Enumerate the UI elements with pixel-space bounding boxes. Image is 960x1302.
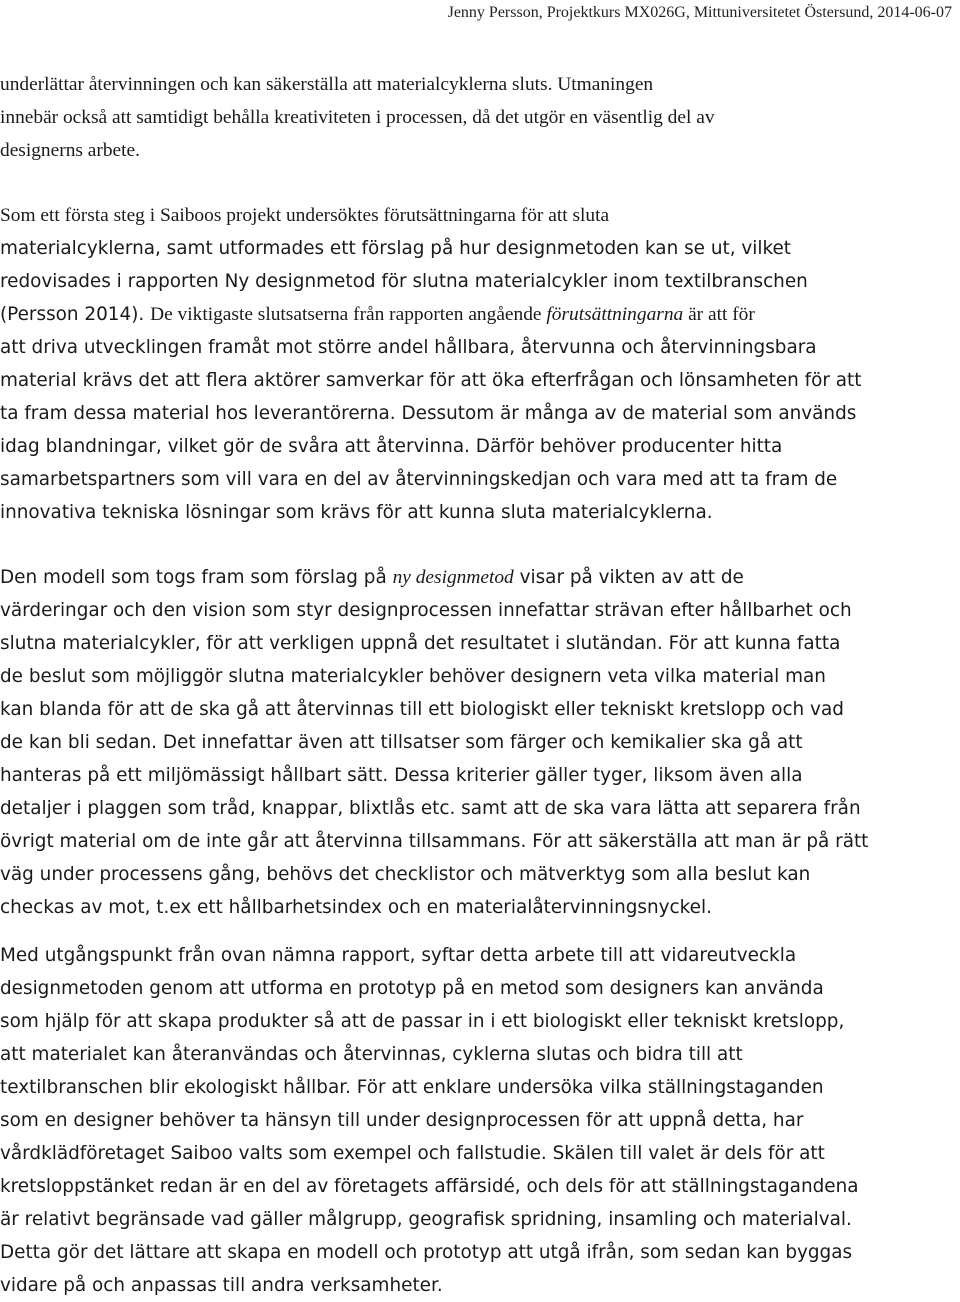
text-line: textilbranschen blir ekologiskt hållbar. För att enklare undersöka vilka ställningstaganden [0,1077,824,1098]
text-line: materialcyklerna, samt utformades ett förslag på hur designmetoden kan se ut, vilket [0,238,792,259]
text-line: underlättar återvinningen och kan säkerställa att materialcyklerna sluts. Utmaningen [0,74,654,95]
text-line: att materialet kan återanvändas och återvinnas, cyklerna slutas och bidra till att [0,1044,743,1065]
text-line: vidare på och anpassas till andra verksamheter. [0,1275,443,1296]
text-line: som hjälp för att skapa produkter så att de passar in i ett biologiskt eller tekniskt kretslopp, [0,1011,845,1032]
text-line: detaljer i plaggen som tråd, knappar, blixtlås etc. samt att de ska vara lätta att separera från [0,798,861,819]
text-line: Som ett första steg i Saiboos projekt undersöktes förutsättningarna för att sluta [0,205,610,226]
text-line: är relativt begränsade vad gäller målgrupp, geografisk spridning, insamling och materialval. [0,1209,852,1230]
text-line: designmetoden genom att utforma en prototyp på en metod som designers kan använda [0,978,824,999]
text-line: innebär också att samtidigt behålla kreativiteten i processen, då det utgör en väsentlig del av [0,107,715,128]
paragraph-1 [0,68,960,167]
emphasis-text: ny designmetod [392,567,514,588]
text-line: de kan bli sedan. Det innefattar även att tillsatser som färger och kemikalier ska gå att [0,732,803,753]
sentence-start: De viktigaste slutsatserna från rapporten angående [150,304,547,325]
text-line: värderingar och den vision som styr designprocessen innefattar strävan efter hållbarhet och [0,600,852,621]
text-line: som en designer behöver ta hänsyn till under designprocessen för att uppnå detta, har [0,1110,804,1131]
text-line: samarbetspartners som vill vara en del av återvinningskedjan och vara med att ta fram de [0,469,838,490]
text-line: redovisades i rapporten Ny designmetod för slutna materialcykler inom textilbranschen [0,271,808,292]
text-line: idag blandningar, vilket gör de svåra att återvinna. Därför behöver producenter hitta [0,436,783,457]
citation-text: (Persson 2014). [0,304,145,325]
text-line: ta fram dessa material hos leverantörerna. Dessutom är många av de material som används [0,403,857,424]
text-line: väg under processens gång, behövs det checklistor och mätverktyg som alla beslut kan [0,864,811,885]
text-line: övrigt material om de inte går att återvinna tillsammans. För att säkerställa att man är på rätt [0,831,869,852]
sentence-start: Den modell som togs fram som förslag på [0,567,393,588]
text-line: slutna materialcykler, för att verkligen uppnå det resultatet i slutändan. För att kunna fatta [0,633,841,654]
text-line: kan blanda för att de ska gå att återvinnas till ett biologiskt eller tekniskt kretslopp och vad [0,699,844,720]
text-line: checkas av mot, t.ex ett hållbarhetsindex och en materialåtervinningsnyckel. [0,897,712,918]
sentence-end: visar på vikten av att de [513,567,744,588]
text-line: kretsloppstänket redan är en del av företagets affärsidé, och dels för att ställningstagandena [0,1176,859,1197]
text-line: designerns arbete. [0,140,140,161]
paragraph-4 [0,939,960,1302]
text-line: att driva utvecklingen framåt mot större andel hållbara, återvunna och återvinningsbara [0,337,817,358]
text-line-mixed [0,298,960,331]
text-line-mixed [0,561,960,594]
paragraph-2 [0,199,960,529]
text-line: hanteras på ett miljömässigt hållbart sätt. Dessa kriterier gäller tyger, liksom även alla [0,765,803,786]
text-line: Med utgångspunkt från ovan nämna rapport, syftar detta arbete till att vidareutveckla [0,945,797,966]
text-line: vårdklädföretaget Saiboo valts som exempel och fallstudie. Skälen till valet är dels för att [0,1143,825,1164]
text-line: Detta gör det lättare att skapa en modell och prototyp att utgå ifrån, som sedan kan byggas [0,1242,853,1263]
text-line: innovativa tekniska lösningar som krävs för att kunna sluta materialcyklerna. [0,502,713,523]
emphasis-text: förutsättningarna [546,304,684,325]
sentence-end: är att för [683,304,755,325]
text-line: material krävs det att flera aktörer samverkar för att öka efterfrågan och lönsamheten för att [0,370,862,391]
paragraph-3 [0,561,960,924]
text-line: de beslut som möjliggör slutna materialcykler behöver designern veta vilka material man [0,666,826,687]
page-header: Jenny Persson, Projektkurs MX026G, Mittuniversitetet Östersund, 2014-06-07 [447,4,952,21]
document-body [0,68,960,1302]
